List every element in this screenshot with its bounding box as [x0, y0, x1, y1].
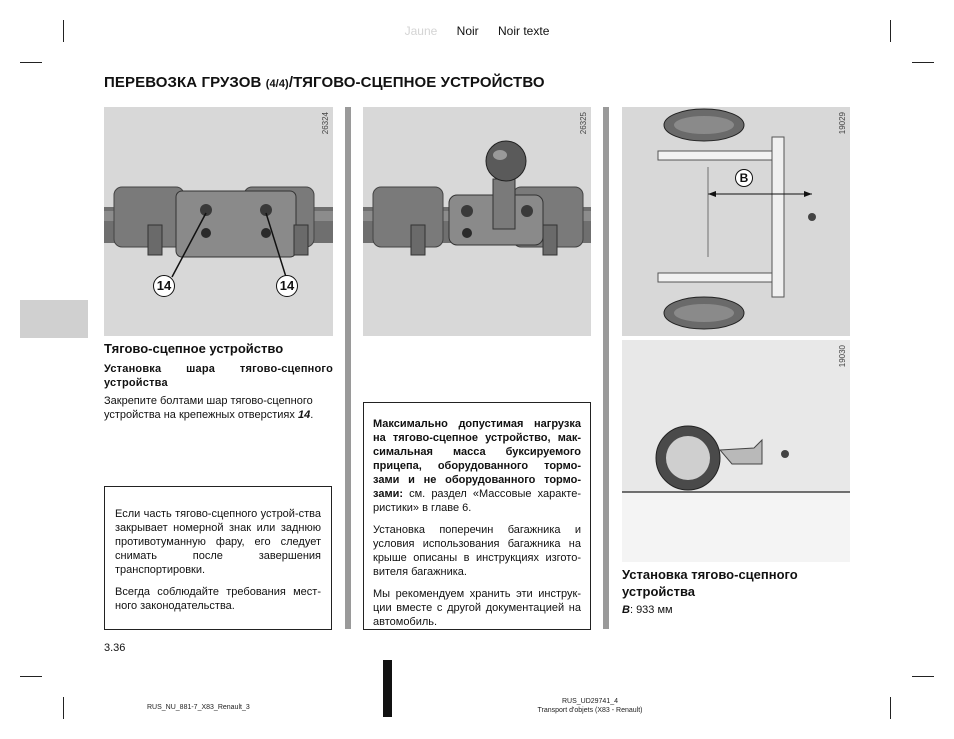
section-heading: Тягово-сцепное устройство	[104, 341, 284, 356]
column-divider	[603, 107, 609, 629]
crop-mark	[912, 62, 934, 63]
crop-mark	[63, 697, 64, 719]
load-info-box	[363, 402, 591, 630]
color-label-noir-texte: Noir texte	[498, 24, 550, 38]
install-heading: Установка тягово-сцепного устройства	[622, 567, 798, 599]
crop-mark	[890, 697, 891, 719]
footer-left-code: RUS_NU_881-7_X83_Renault_3	[147, 704, 250, 711]
load-info-paragraph	[373, 417, 581, 515]
figure-code: 19029	[838, 112, 847, 135]
callout-14-right: 14	[276, 275, 298, 297]
chapter-tab	[20, 300, 88, 338]
roof-rack-paragraph: Установка поперечин багажника и условия использования багажника на крыше описаны в инструкциях изгото-вителя багажника.	[373, 524, 581, 578]
crop-mark	[20, 62, 42, 63]
instruction-ref: 14	[297, 409, 311, 421]
figure-code: 26324	[321, 112, 330, 135]
mounting-instruction	[104, 394, 333, 422]
page-title-rest: /ТЯГОВО-СЦЕПНОЕ УСТРОЙСТВО	[288, 74, 545, 91]
warning-paragraph: Всегда соблюдайте требования мест-ного законодательства.	[115, 586, 321, 612]
dimension-b-label: B	[622, 604, 630, 616]
color-label-jaune: Jaune	[404, 24, 438, 38]
towbar-bracket-figure	[104, 107, 333, 336]
registration-bar	[383, 660, 392, 717]
footer-right-line1: RUS_UD29741_4	[561, 698, 619, 705]
dimension-b-value	[622, 603, 850, 617]
warning-box	[104, 486, 332, 630]
page-title	[104, 74, 545, 91]
towbar-top-view-figure	[622, 107, 850, 336]
callout-14-left: 14	[153, 275, 175, 297]
crop-mark	[20, 676, 42, 677]
load-info-bold: Максимально допустимая нагрузка на тягово-сцепное устройство, мак-симальная масса буксируемого прицепа, оборудованного тормо-зами и не оборудованного тормо-зами:	[373, 418, 581, 500]
column-divider	[345, 107, 351, 629]
sub-heading: Установка шара тягово-сцепного устройства	[104, 363, 333, 389]
figure-code: 26325	[579, 112, 588, 135]
color-labels	[0, 24, 954, 38]
page-title-main: ПЕРЕВОЗКА ГРУЗОВ	[104, 74, 262, 91]
color-label-noir: Noir	[456, 24, 479, 38]
towbar-top-view-drawing	[622, 107, 850, 336]
footer-right-code	[520, 697, 660, 715]
footer-right-line2: Transport d'objets (X83 - Renault)	[537, 707, 643, 714]
instruction-end: .	[310, 409, 314, 421]
instruction-text: Закрепите болтами шар тягово-сцепного устройства на крепежных отверстиях	[104, 395, 313, 421]
storage-paragraph: Мы рекомендуем хранить эти инструк-ции вместе с другой документацией на автомобиль.	[373, 588, 581, 628]
towbar-side-view-figure	[622, 340, 850, 562]
crop-mark	[912, 676, 934, 677]
towbar-bracket-drawing	[104, 107, 333, 336]
page-number: 3.36	[104, 642, 126, 654]
warning-paragraph: Если часть тягово-сцепного устрой-ства закрывает номерной знак или заднюю противотуманную фару, его следует снимать после завершения транспортировки.	[115, 508, 321, 576]
figure-code: 19030	[838, 345, 847, 368]
callout-b: B	[735, 169, 753, 187]
towbar-side-view-drawing	[622, 340, 850, 562]
page-title-fraction: (4/4)	[265, 78, 289, 90]
towball-drawing	[363, 107, 591, 336]
towball-figure	[363, 107, 591, 336]
dimension-b-text: : 933 мм	[629, 604, 673, 616]
load-info-rest: см. раздел «Массовые характе-ристики» в главе 6.	[373, 488, 581, 514]
